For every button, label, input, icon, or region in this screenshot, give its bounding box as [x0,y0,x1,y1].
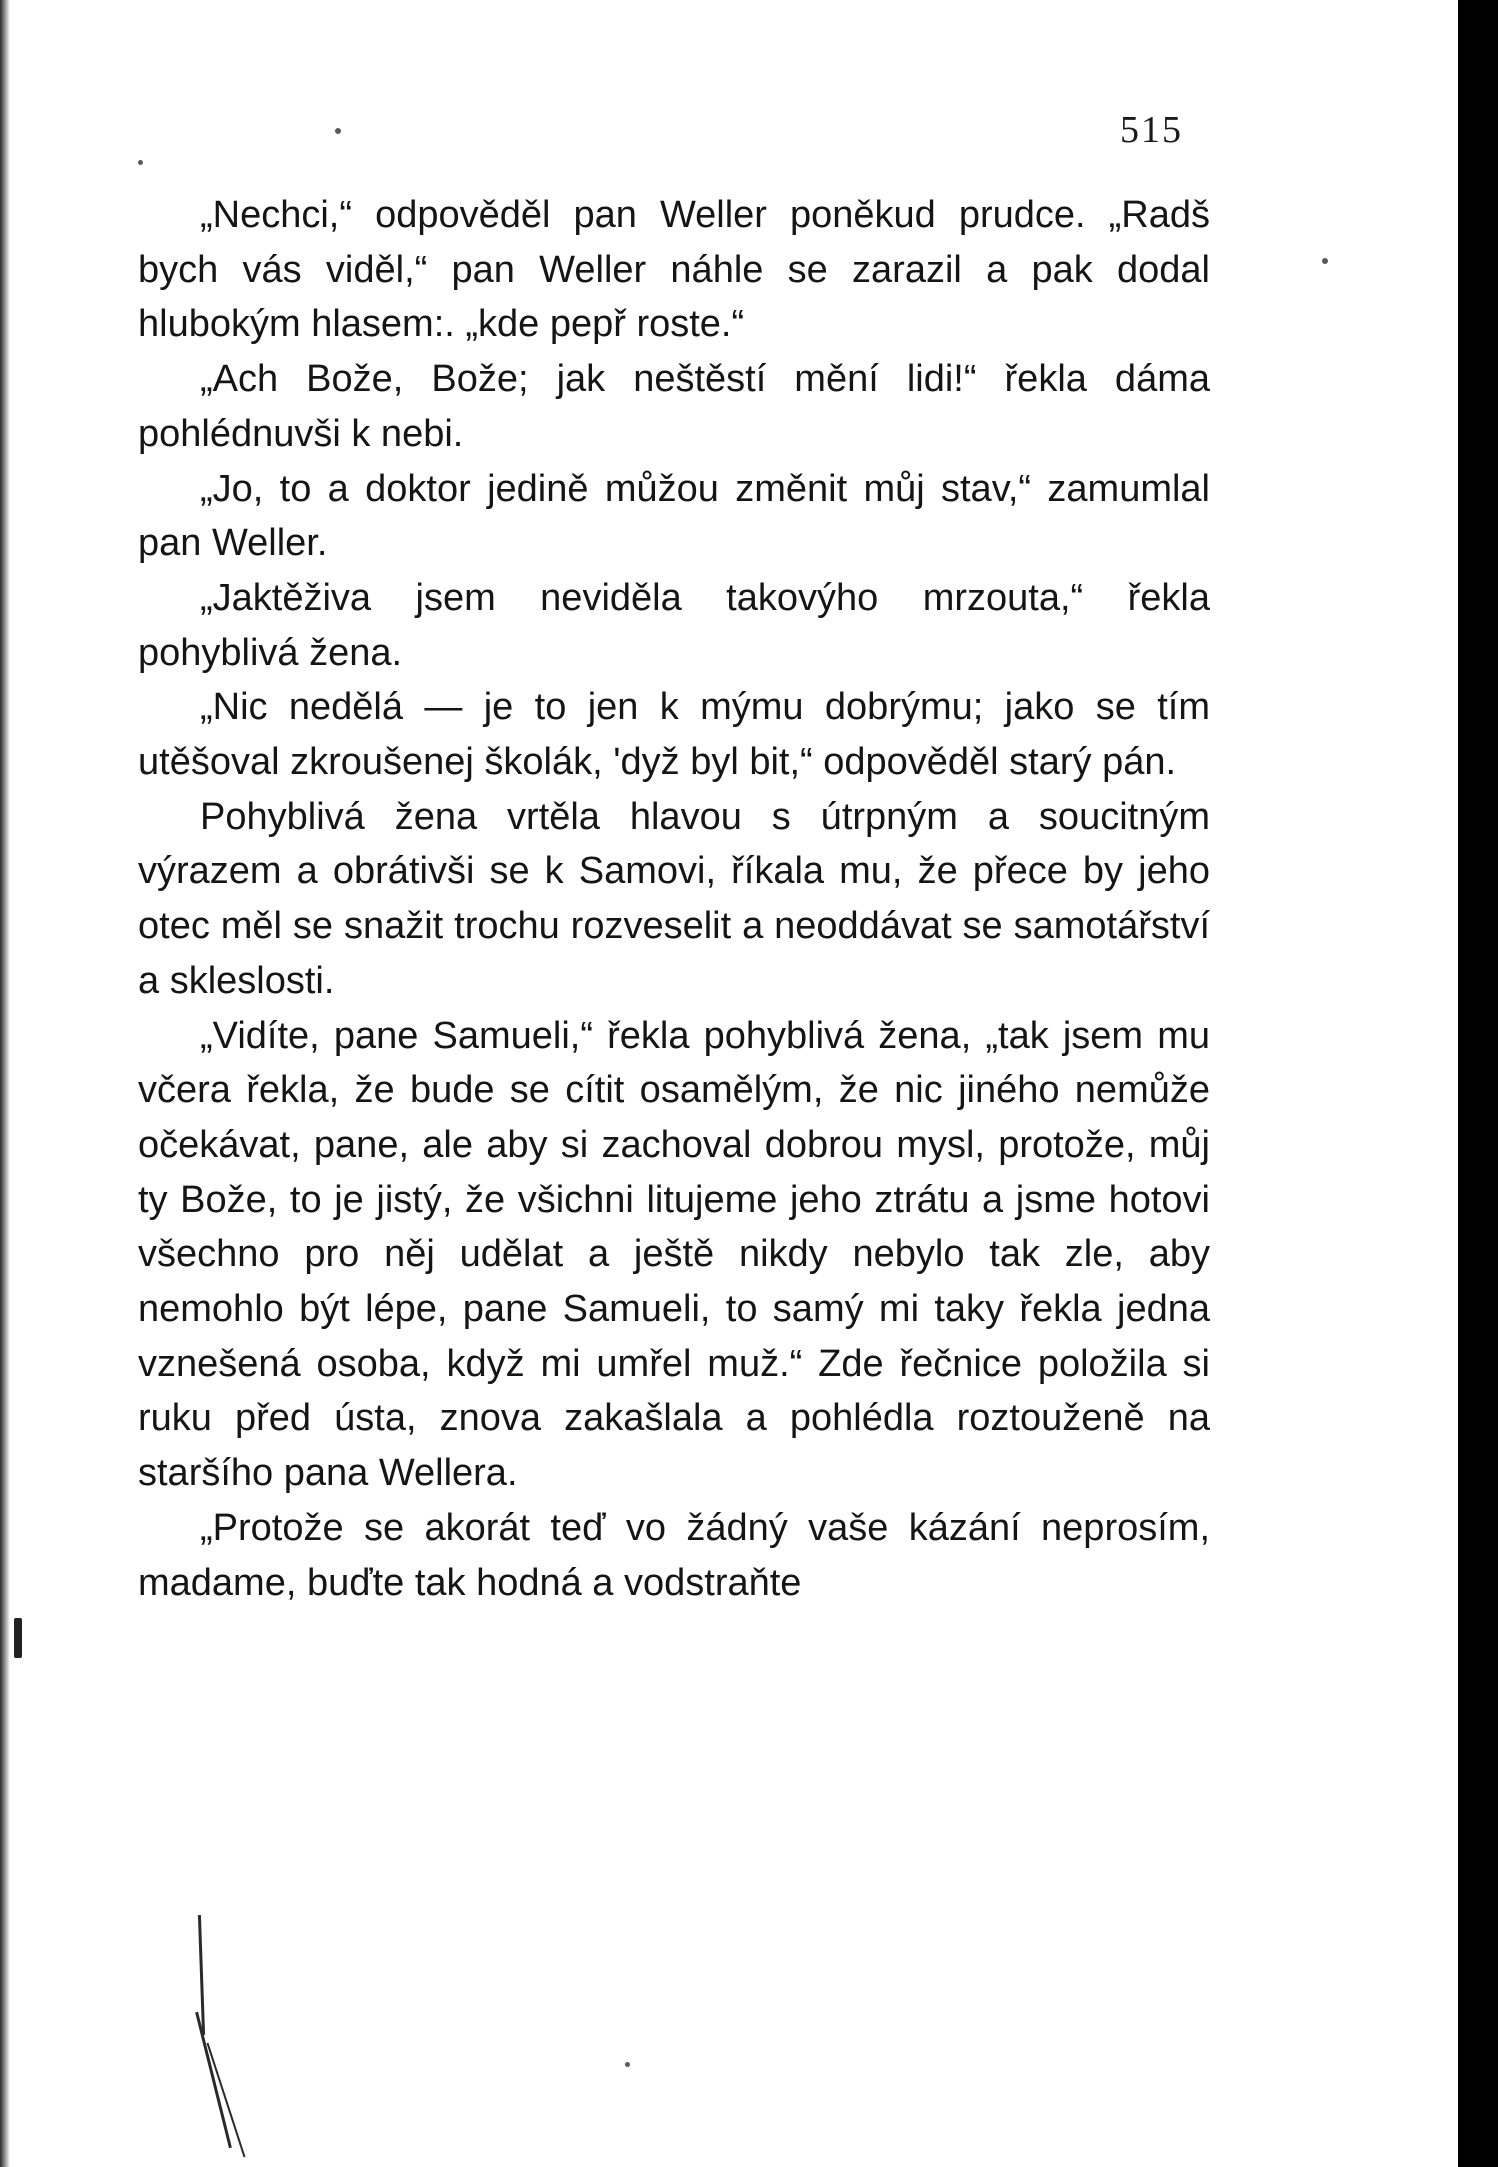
pencil-mark [195,2012,232,2149]
paragraph: „Protože se akorát teď vo žádný vaše kázání neprosím, madame, buďte tak hodná a vodstraňte [138,1506,1210,1604]
paragraph: „Nechci,“ odpověděl pan Weller poněkud prudce. „Radš bych vás viděl,“ pan Weller náhle se zarazil a pak dodal hlubokým hlasem:. „kde pepř roste.“ [138,194,1210,346]
paragraph: „Vidíte, pane Samueli,“ řekla pohyblivá žena, „tak jsem mu včera řekla, že bude se cítit osamělým, že nic jiného nemůže očekávat, pane, ale aby si zachoval dobrou mysl, protože, můj ty Bože, to je jistý, že všichni litujeme jeho ztrátu a jsme hotovi všechno pro něj udělat a ještě nikdy nebylo tak zle, aby nemohlo být lépe, pane Samueli, to samý mi taky řekla jedna vznešená osoba, když mi umřel muž.“ Zde řečnice položila si ruku před ústa, znova zakašlala a pohlédla roztouženě na staršího pana Wellera. [138,1014,1210,1495]
page-edge-shadow [1458,0,1498,2167]
paragraph: „Jaktěživa jsem neviděla takovýho mrzouta,“ řekla pohyblivá žena. [138,576,1210,674]
page-number: 515 [1120,109,1183,151]
page-gutter-shadow [0,0,10,2167]
paragraph: Pohyblivá žena vrtěla hlavou s útrpným a soucitným výrazem a obrátivši se k Samovi, říkala mu, že přece by jeho otec měl se snažit trochu rozveselit a neoddávat se samotářství a skleslosti. [138,795,1210,1002]
paragraph: „Ach Bože, Bože; jak neštěstí mění lidi!“ řekla dáma pohlédnuvši k nebi. [138,358,1210,455]
scan-speck [138,160,143,165]
scan-speck [335,128,341,134]
paragraph: „Jo, to a doktor jedině můžou změnit můj stav,“ zamumlal pan Weller. [138,467,1210,565]
paragraph: „Nic nedělá — je to jen k mýmu dobrýmu; jako se tím utěšoval zkroušenej školák, 'dyž byl bit,“ odpověděl starý pán. [138,686,1210,784]
scan-speck [14,1618,22,1658]
scan-speck [1322,258,1328,264]
body-text [138,188,1210,1610]
scan-speck [625,2062,630,2067]
